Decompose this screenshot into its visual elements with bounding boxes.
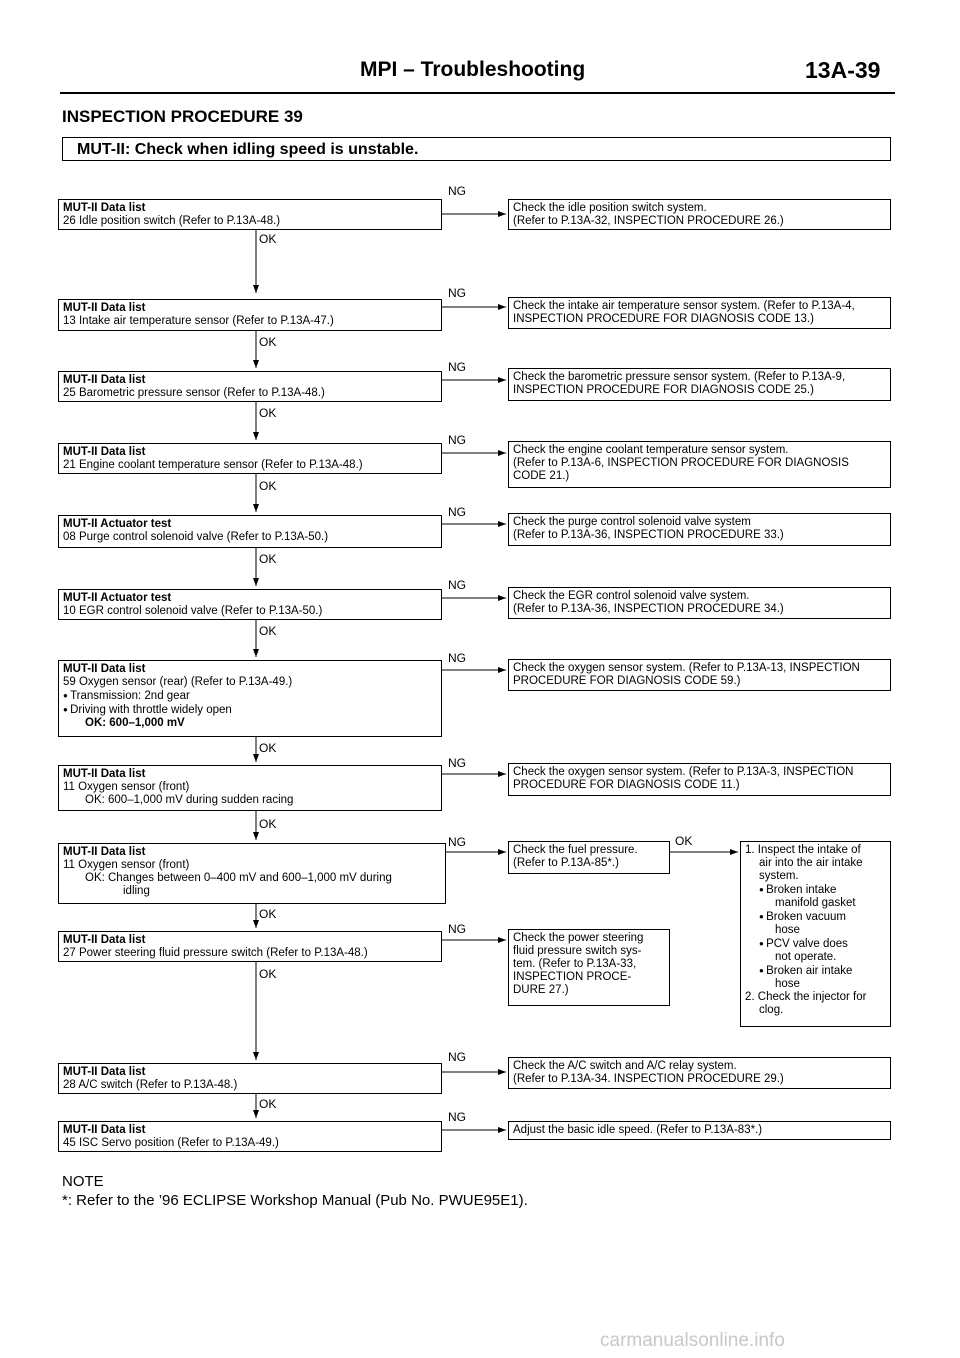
result-line: Adjust the basic idle speed. (Refer to P.13A-83*.) [513,1124,763,1136]
check-bullet-line: manifold gasket [775,897,856,909]
check-item: 2. Check the injector for [745,991,867,1003]
result-line: CODE 21.) [513,470,570,482]
result-line: (Refer to P.13A-85*.) [513,857,619,869]
injector-check-box [740,841,891,1027]
step-line: 45 ISC Servo position (Refer to P.13A-49.) [63,1137,279,1149]
header-title: MPI – Troubleshooting [360,58,586,81]
result-line: Check the EGR control solenoid valve system. [513,590,750,602]
ok-label: OK [259,624,277,638]
ng-label: NG [448,1110,466,1124]
ok-label: OK [675,834,693,848]
step-heading: MUT-II Data list [63,202,146,214]
result-box [508,199,891,230]
check-item-line: air into the air intake [759,857,863,869]
result-line: Check the idle position switch system. [513,202,707,214]
ng-label: NG [448,286,466,300]
step-box [58,299,442,331]
ok-label: OK [259,907,277,921]
step-heading: MUT-II Data list [63,768,146,780]
ng-label: NG [448,922,466,936]
result-line: Check the engine coolant temperature sensor system. [513,444,789,456]
note-heading: NOTE [62,1173,104,1190]
step-ok-criteria-cont: idling [123,885,150,897]
step-box [58,765,442,811]
step-heading: MUT-II Data list [63,846,146,858]
step-bullet: ● Transmission: 2nd gear [63,689,437,703]
check-item-line: clog. [759,1004,784,1016]
result-line: Check the intake air temperature sensor system. (Refer to P.13A-4, [513,300,855,312]
section-title: INSPECTION PROCEDURE 39 [62,107,303,126]
result-box [508,513,891,546]
step-heading: MUT-II Data list [63,446,146,458]
result-line: Check the barometric pressure sensor system. (Refer to P.13A-9, [513,371,846,383]
result-line: Check the oxygen sensor system. (Refer to P.13A-3, INSPECTION [513,766,854,778]
step-heading: MUT-II Data list [63,302,146,314]
result-box [508,1057,891,1089]
result-box [508,763,891,796]
step-ok-criteria: OK: 600–1,000 mV during sudden racing [85,794,294,806]
step-heading: MUT-II Data list [63,934,146,946]
result-box [508,368,891,401]
step-heading: MUT-II Data list [63,1124,146,1136]
result-line: (Refer to P.13A-34. INSPECTION PROCEDURE 29.) [513,1073,784,1085]
page-number: 13A-39 [805,57,881,83]
result-line: (Refer to P.13A-36, INSPECTION PROCEDURE 34.) [513,603,784,615]
ng-label: NG [448,360,466,374]
result-box [508,1121,891,1140]
check-bullet-line: hose [775,924,800,936]
step-line: 27 Power steering fluid pressure switch (Refer to P.13A-48.) [63,947,368,959]
ok-label: OK [259,552,277,566]
ok-label: OK [259,335,277,349]
check-bullet: ● Broken air intake [745,964,886,978]
ng-label: NG [448,1050,466,1064]
ng-label: NG [448,433,466,447]
watermark: carmanualsonline.info [600,1330,785,1351]
step-line: 08 Purge control solenoid valve (Refer to P.13A-50.) [63,531,329,543]
step-box [58,589,442,620]
step-box [58,443,442,474]
result-line: fluid pressure switch sys- [513,945,642,957]
result-line: Check the power steering [513,932,644,944]
result-box [508,929,670,1006]
result-box [508,441,891,488]
step-box [58,371,442,402]
result-box [508,841,670,874]
step-heading: MUT-II Actuator test [63,592,172,604]
check-bullet-line: not operate. [775,951,837,963]
result-line: PROCEDURE FOR DIAGNOSIS CODE 59.) [513,675,741,687]
step-bullet: ● Driving with throttle widely open [63,703,437,717]
ok-label: OK [259,817,277,831]
result-box [508,297,891,329]
result-line: INSPECTION PROCEDURE FOR DIAGNOSIS CODE 13.) [513,313,814,325]
ng-label: NG [448,578,466,592]
result-line: Check the oxygen sensor system. (Refer to P.13A-13, INSPECTION [513,662,860,674]
ok-label: OK [259,967,277,981]
result-line: (Refer to P.13A-36, INSPECTION PROCEDURE 33.) [513,529,784,541]
step-heading: MUT-II Actuator test [63,518,172,530]
ok-label: OK [259,232,277,246]
step-heading: MUT-II Data list [63,1066,146,1078]
result-line: DURE 27.) [513,984,569,996]
step-line: 11 Oxygen sensor (front) [63,781,190,793]
step-box [58,1121,442,1152]
step-box [58,199,442,230]
step-line: 11 Oxygen sensor (front) [63,859,190,871]
result-line: Check the fuel pressure. [513,844,638,856]
step-line: 26 Idle position switch (Refer to P.13A-48.) [63,215,281,227]
procedure-title: MUT-II: Check when idling speed is unstable. [62,137,891,161]
result-line: PROCEDURE FOR DIAGNOSIS CODE 11.) [513,779,740,791]
ng-label: NG [448,184,466,198]
step-box [58,843,446,904]
result-line: (Refer to P.13A-32, INSPECTION PROCEDURE 26.) [513,215,784,227]
ng-label: NG [448,651,466,665]
result-line: tem. (Refer to P.13A-33, [513,958,637,970]
step-box [58,1063,442,1094]
step-box [58,515,442,548]
step-line: 59 Oxygen sensor (rear) (Refer to P.13A-49.) [63,676,293,688]
check-bullet: ● Broken vacuum [745,910,886,924]
check-item: 1. Inspect the intake of [745,844,861,856]
result-box [508,659,891,691]
ok-label: OK [259,406,277,420]
step-heading: MUT-II Data list [63,374,146,386]
step-line: 25 Barometric pressure sensor (Refer to P.13A-48.) [63,387,325,399]
result-line: Check the A/C switch and A/C relay system. [513,1060,737,1072]
step-box [58,931,442,962]
step-ok-criteria: OK: Changes between 0–400 mV and 600–1,000 mV during [85,872,392,884]
result-line: INSPECTION PROCE- [513,971,632,983]
step-line: 10 EGR control solenoid valve (Refer to P.13A-50.) [63,605,323,617]
step-ok-criteria: OK: 600–1,000 mV [85,717,185,729]
ok-label: OK [259,1097,277,1111]
step-line: 28 A/C switch (Refer to P.13A-48.) [63,1079,238,1091]
ok-label: OK [259,741,277,755]
ng-label: NG [448,756,466,770]
step-line: 13 Intake air temperature sensor (Refer to P.13A-47.) [63,315,334,327]
step-line: 21 Engine coolant temperature sensor (Refer to P.13A-48.) [63,459,363,471]
check-bullet: ● PCV valve does [745,937,886,951]
step-heading: MUT-II Data list [63,663,146,675]
note-text: *: Refer to the ’96 ECLIPSE Workshop Manual (Pub No. PWUE95E1). [62,1192,528,1209]
step-box [58,660,442,737]
result-line: INSPECTION PROCEDURE FOR DIAGNOSIS CODE 25.) [513,384,814,396]
check-bullet: ● Broken intake [745,883,886,897]
result-box [508,587,891,619]
check-item-line: system. [759,870,799,882]
ok-label: OK [259,479,277,493]
result-line: Check the purge control solenoid valve system [513,516,751,528]
result-line: (Refer to P.13A-6, INSPECTION PROCEDURE FOR DIAGNOSIS [513,457,849,469]
check-bullet-line: hose [775,978,800,990]
footnote [62,1172,528,1210]
ng-label: NG [448,505,466,519]
ng-label: NG [448,835,466,849]
